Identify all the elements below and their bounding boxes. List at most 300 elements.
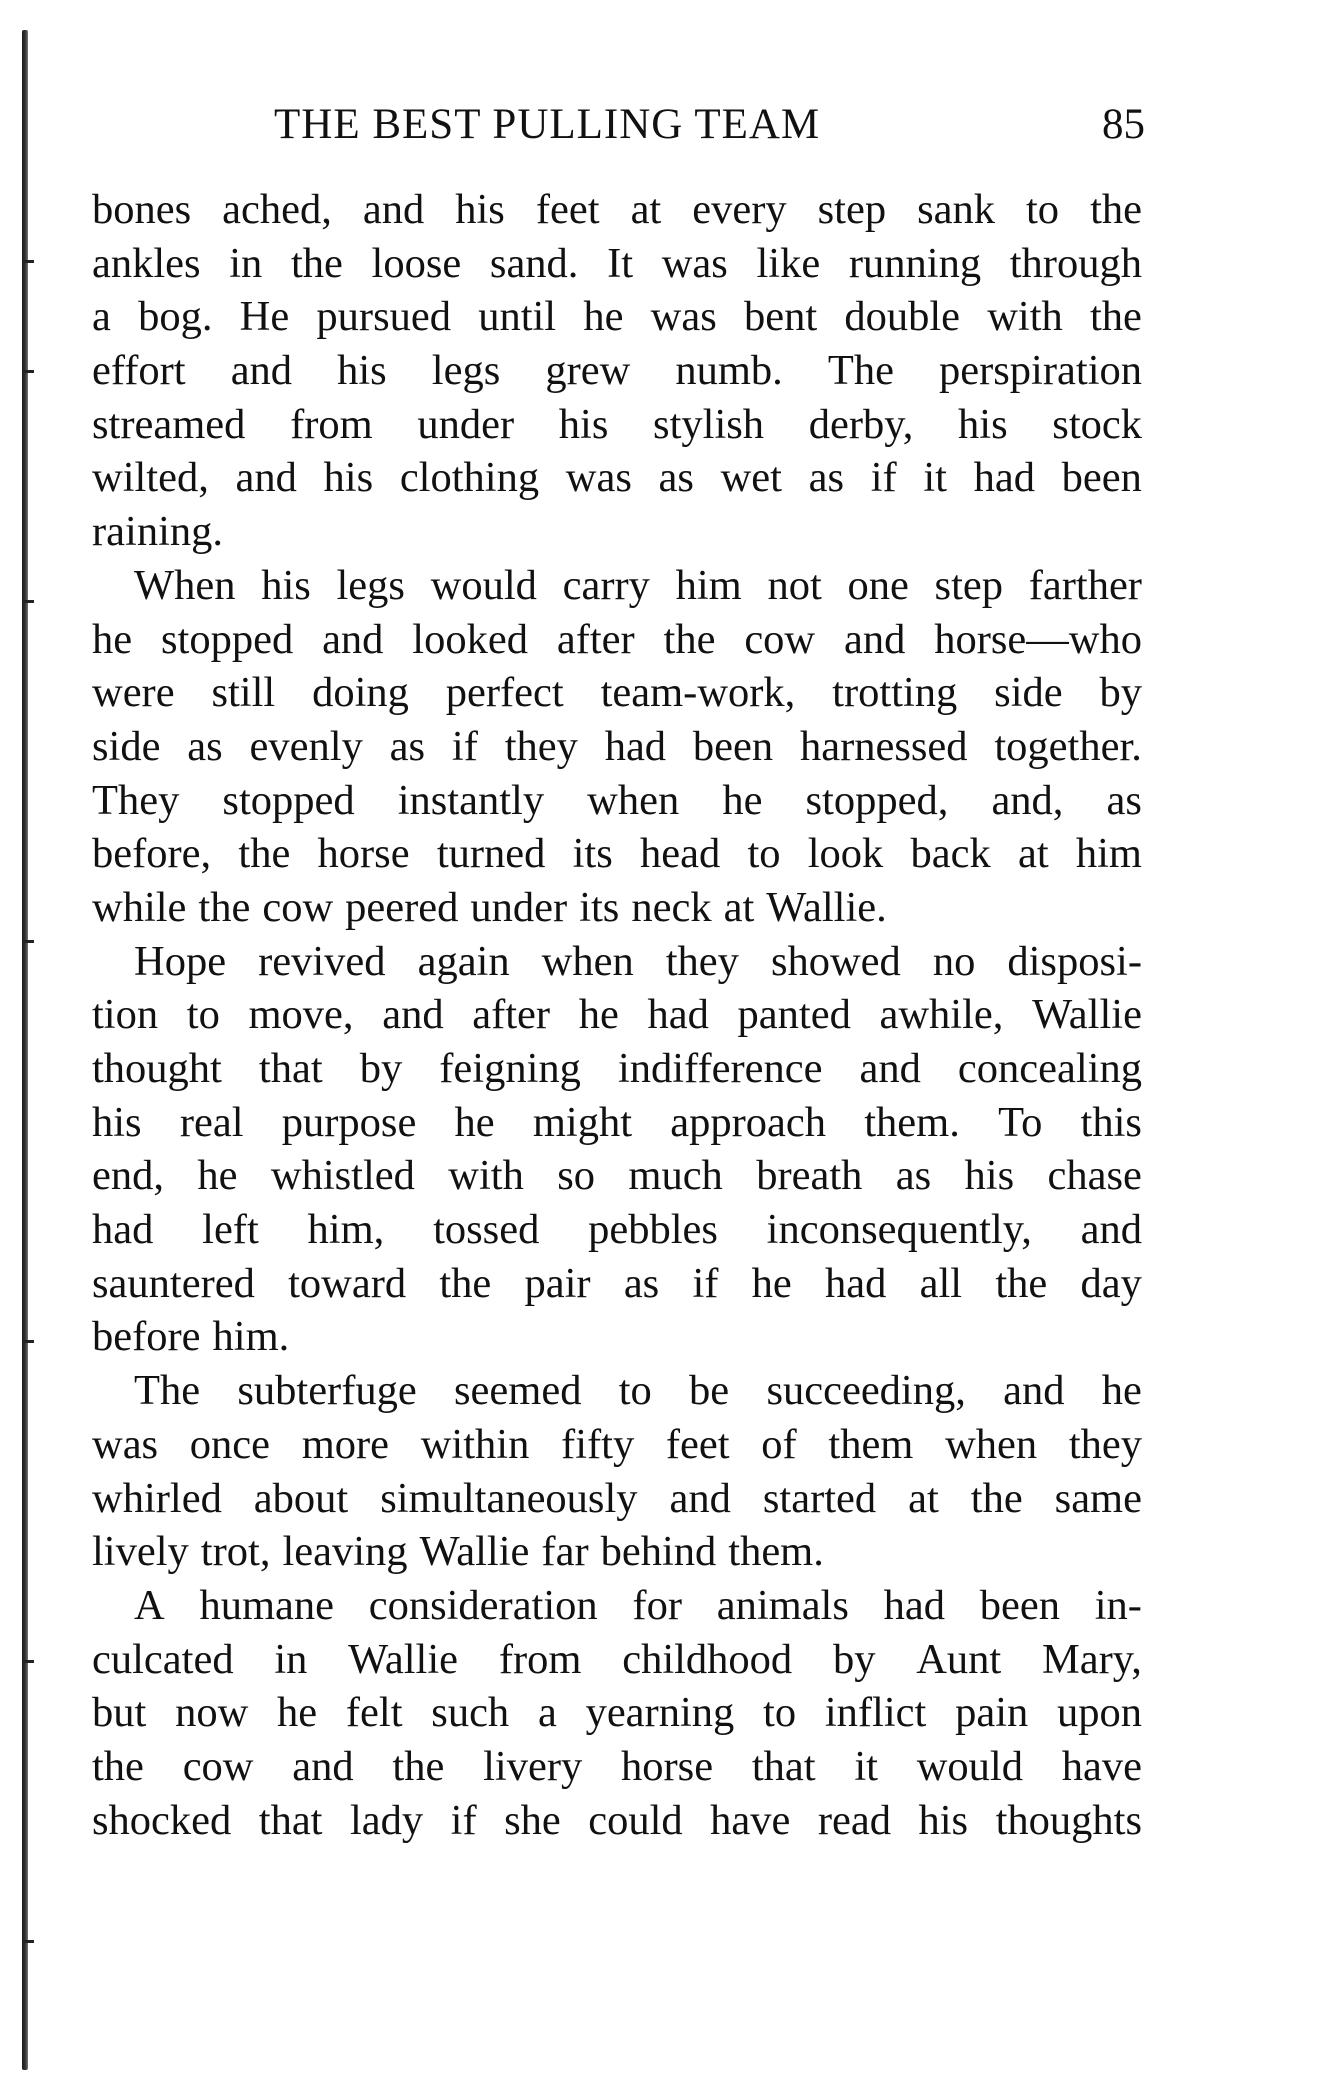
word: them.	[864, 1098, 960, 1146]
word: chase	[1047, 1152, 1142, 1200]
word: at	[723, 883, 755, 931]
word: cow	[182, 1742, 254, 1790]
word: was	[650, 293, 717, 341]
word: started	[762, 1474, 877, 1522]
word: the	[198, 883, 251, 931]
word: felt	[345, 1689, 403, 1737]
text-line	[92, 1042, 1142, 1096]
word: as	[187, 722, 223, 770]
word: with	[448, 1152, 524, 1200]
word: but	[92, 1689, 147, 1737]
word: breath	[756, 1152, 863, 1200]
text-line	[92, 1794, 1142, 1848]
word: could	[588, 1796, 683, 1844]
word: he	[578, 991, 619, 1039]
word: The	[827, 347, 894, 395]
word: same	[1054, 1474, 1142, 1522]
word: after	[556, 615, 635, 663]
word: sand.	[489, 239, 579, 287]
word: perfect	[445, 669, 564, 717]
word: he	[92, 615, 133, 663]
word: day	[1080, 1259, 1142, 1307]
word: it	[854, 1742, 878, 1790]
word: when	[945, 1420, 1038, 1468]
word: his	[261, 561, 311, 609]
word: have	[1061, 1742, 1142, 1790]
word: looked	[412, 615, 528, 663]
word: him	[675, 561, 742, 609]
word: and	[843, 615, 906, 663]
word: derby,	[808, 400, 914, 448]
word: succeeding,	[766, 1367, 966, 1415]
word: awhile,	[879, 991, 1004, 1039]
word: to	[763, 1689, 797, 1737]
word: ached,	[222, 186, 332, 233]
text-line	[92, 881, 1142, 935]
word: trotting	[832, 669, 958, 717]
word: his	[958, 400, 1008, 448]
word: no	[932, 937, 976, 985]
word: much	[628, 1152, 723, 1200]
word: horse—who	[934, 615, 1142, 663]
word: double	[844, 293, 961, 341]
word: childhood	[622, 1635, 793, 1683]
word: shocked	[92, 1796, 232, 1844]
word: was	[92, 1420, 159, 1468]
word: and	[382, 991, 444, 1039]
word: his	[92, 1098, 142, 1146]
word: carry	[562, 561, 650, 609]
word: stopped	[160, 615, 294, 663]
word: When	[134, 561, 236, 609]
word: loose	[371, 239, 462, 287]
word: as	[808, 454, 845, 502]
text-line	[92, 774, 1142, 828]
word: his	[337, 347, 387, 395]
running-title: THE BEST PULLING TEAM	[274, 101, 821, 148]
text-line	[92, 344, 1142, 398]
word: been	[979, 1581, 1060, 1629]
word: ankles	[92, 239, 201, 287]
word: Wallie.	[766, 883, 887, 931]
word: and,	[991, 776, 1064, 824]
word: have	[710, 1796, 791, 1844]
text-line	[92, 1525, 1142, 1579]
word: step	[817, 186, 887, 233]
word: streamed	[92, 400, 246, 448]
word: wilted,	[92, 454, 209, 502]
word: bog.	[138, 293, 213, 341]
word: he	[454, 1098, 495, 1146]
word: wet	[720, 454, 782, 502]
word: horse	[621, 1742, 714, 1790]
word: peered	[345, 883, 459, 931]
word: so	[557, 1152, 596, 1200]
text-line	[92, 1257, 1142, 1311]
word: had	[647, 991, 709, 1039]
word: still	[211, 669, 276, 717]
word: this	[1080, 1098, 1142, 1146]
word: they	[1068, 1420, 1142, 1468]
word: had	[883, 1581, 946, 1629]
word: at	[908, 1474, 939, 1522]
word: pain	[955, 1689, 1029, 1737]
text-line	[92, 1096, 1142, 1150]
word: simultaneously	[380, 1474, 638, 1522]
word: animals	[716, 1581, 849, 1629]
word: It	[607, 239, 634, 287]
word: leaving	[282, 1528, 408, 1576]
word: stock	[1052, 400, 1142, 448]
text-line	[92, 1579, 1142, 1633]
word: tion	[92, 991, 159, 1039]
word: and	[322, 615, 384, 663]
word: had	[604, 722, 667, 770]
word: side	[92, 722, 161, 770]
word: his	[323, 454, 374, 502]
text-line	[92, 559, 1142, 613]
word: seemed	[454, 1367, 582, 1415]
word: far	[541, 1528, 589, 1576]
word: farther	[1028, 561, 1142, 609]
word: to	[747, 830, 781, 878]
word: them.	[728, 1528, 824, 1576]
word: a	[92, 293, 111, 341]
word: them	[828, 1420, 914, 1468]
word: Wallie	[419, 1528, 530, 1576]
word: disposi-	[1007, 937, 1142, 985]
word: under	[470, 883, 568, 931]
word: bent	[743, 293, 818, 341]
word: might	[532, 1098, 633, 1146]
text-line	[92, 183, 1142, 237]
word: Wallie	[1032, 991, 1142, 1039]
word: showed	[770, 937, 901, 985]
binding-mark	[24, 370, 34, 373]
word: his	[455, 186, 505, 233]
word: the	[392, 1742, 445, 1790]
word: were	[92, 669, 175, 717]
binding-mark	[24, 260, 34, 263]
word: the	[970, 1474, 1023, 1522]
word: his	[558, 400, 609, 448]
word: humane	[199, 1581, 334, 1629]
word: turned	[436, 830, 546, 878]
word: him,	[307, 1206, 385, 1254]
word: at	[630, 186, 662, 233]
text-line	[92, 666, 1142, 720]
word: together.	[994, 722, 1142, 770]
text-line	[92, 827, 1142, 881]
word: in	[229, 239, 263, 287]
word: through	[1009, 239, 1142, 287]
word: he	[722, 776, 763, 824]
text-line	[92, 1740, 1142, 1794]
text-line	[92, 613, 1142, 667]
word: fifty	[561, 1420, 635, 1468]
word: with	[987, 293, 1063, 341]
word: from	[290, 400, 373, 448]
word: and	[859, 1045, 921, 1092]
text-line	[92, 1472, 1142, 1526]
word: if	[451, 722, 478, 770]
word: back	[910, 830, 991, 878]
word: and	[1080, 1206, 1142, 1254]
word: A	[134, 1581, 165, 1629]
word: such	[431, 1689, 510, 1737]
word: whirled	[92, 1474, 222, 1522]
word: within	[420, 1420, 530, 1468]
word: He	[239, 293, 290, 341]
word: before,	[92, 830, 212, 878]
word: in-	[1094, 1581, 1142, 1629]
text-line	[92, 1310, 1142, 1364]
word: tossed	[433, 1206, 540, 1254]
word: he	[751, 1259, 792, 1307]
word: purpose	[281, 1098, 417, 1146]
word: thought	[92, 1045, 222, 1092]
word: would	[916, 1742, 1023, 1790]
word: and	[230, 347, 293, 395]
word: that	[751, 1742, 816, 1790]
word: him.	[212, 1313, 290, 1361]
word: they	[504, 722, 578, 770]
word: about	[253, 1474, 349, 1522]
word: revived	[258, 937, 386, 985]
word: the	[439, 1259, 492, 1307]
word: pursued	[316, 293, 451, 341]
word: its	[579, 883, 620, 931]
word: to	[1026, 186, 1060, 233]
word: team-work,	[600, 669, 796, 717]
word: the	[1089, 293, 1142, 341]
word: had	[825, 1259, 887, 1307]
word: again	[417, 937, 510, 985]
word: move,	[248, 991, 354, 1039]
word: stylish	[653, 400, 765, 448]
word: been	[692, 722, 774, 770]
word: cow	[262, 883, 334, 931]
word: when	[541, 937, 634, 985]
word: inconsequently,	[766, 1206, 1032, 1254]
word: been	[1061, 454, 1142, 502]
text-line	[92, 398, 1142, 452]
word: stopped	[222, 776, 355, 824]
word: by	[832, 1635, 876, 1683]
word: head	[639, 830, 721, 878]
page-number: 85	[1102, 101, 1145, 148]
word: bones	[92, 186, 192, 233]
word: as	[895, 1152, 932, 1200]
word: by	[359, 1045, 403, 1092]
text-line	[92, 451, 1142, 505]
word: a	[537, 1689, 557, 1737]
word: instantly	[397, 776, 545, 824]
text-line	[92, 935, 1142, 989]
word: was	[565, 454, 632, 502]
word: step	[934, 561, 1004, 609]
word: look	[807, 830, 884, 878]
word: They	[92, 776, 180, 824]
word: that	[258, 1796, 323, 1844]
word: had	[92, 1206, 154, 1254]
word: read	[817, 1796, 891, 1844]
word: perspiration	[939, 347, 1142, 395]
word: to	[618, 1367, 652, 1415]
word: if	[450, 1796, 477, 1844]
word: he	[197, 1152, 238, 1200]
word: the	[290, 239, 343, 287]
word: evenly	[249, 722, 363, 770]
word: panted	[737, 991, 851, 1039]
word: harnessed	[799, 722, 968, 770]
word: feigning	[439, 1045, 581, 1092]
word: while	[92, 883, 187, 931]
word: would	[430, 561, 537, 609]
word: Aunt	[916, 1635, 1002, 1683]
word: lively	[92, 1528, 189, 1576]
word: and	[292, 1742, 354, 1790]
word: lady	[349, 1796, 424, 1844]
text-line	[92, 1203, 1142, 1257]
word: its	[572, 830, 613, 878]
word: end,	[92, 1152, 164, 1200]
word: stopped,	[805, 776, 949, 824]
word: yearning	[585, 1689, 735, 1737]
word: for	[632, 1581, 682, 1629]
word: upon	[1057, 1689, 1142, 1737]
body-text	[92, 183, 1142, 1847]
word: by	[1099, 669, 1142, 717]
word: doing	[312, 669, 409, 717]
word: legs	[336, 561, 405, 609]
word: he	[277, 1689, 318, 1737]
page-binding-edge	[22, 30, 28, 2070]
word: he	[583, 293, 624, 341]
word: not	[767, 561, 822, 609]
text-line	[92, 290, 1142, 344]
word: side	[994, 669, 1063, 717]
word: Mary,	[1041, 1635, 1142, 1683]
word: as	[1106, 776, 1142, 824]
word: like	[756, 239, 821, 287]
word: consideration	[368, 1581, 598, 1629]
word: cow	[744, 615, 816, 663]
word: real	[179, 1098, 244, 1146]
word: To	[998, 1098, 1043, 1146]
word: from	[498, 1635, 582, 1683]
word: whistled	[270, 1152, 415, 1200]
word: sauntered	[92, 1259, 255, 1307]
word: effort	[92, 347, 186, 395]
word: if	[870, 454, 897, 502]
word: he	[1101, 1367, 1142, 1415]
binding-mark	[24, 940, 34, 943]
word: legs	[431, 347, 501, 395]
word: she	[504, 1796, 561, 1844]
text-line	[92, 1149, 1142, 1203]
word: if	[692, 1259, 719, 1307]
text-line	[92, 1418, 1142, 1472]
word: pebbles	[588, 1206, 718, 1254]
word: and	[669, 1474, 731, 1522]
word: after	[472, 991, 551, 1039]
word: left	[202, 1206, 259, 1254]
word: the	[663, 615, 716, 663]
word: all	[919, 1259, 963, 1307]
word: the	[92, 1742, 144, 1790]
word: grew	[545, 347, 631, 395]
word: feet	[665, 1420, 730, 1468]
word: more	[301, 1420, 390, 1468]
word: until	[478, 293, 557, 341]
word: one	[847, 561, 909, 609]
word: was	[661, 239, 728, 287]
word: thoughts	[995, 1796, 1142, 1844]
text-line	[92, 720, 1142, 774]
word: The	[134, 1367, 201, 1415]
text-line	[92, 1633, 1142, 1687]
word: the	[1090, 186, 1142, 233]
word: to	[186, 991, 220, 1039]
word: his	[918, 1796, 969, 1844]
word: behind	[600, 1528, 717, 1576]
word: inflict	[824, 1689, 927, 1737]
word: be	[689, 1367, 730, 1415]
word: the	[995, 1259, 1048, 1307]
binding-mark	[24, 600, 34, 603]
word: neck	[631, 883, 712, 931]
running-head	[90, 100, 1145, 160]
word: raining.	[92, 508, 224, 556]
word: approach	[670, 1098, 827, 1146]
text-line	[92, 988, 1142, 1042]
word: pair	[524, 1259, 591, 1307]
word: clothing	[399, 454, 540, 502]
word: under	[417, 400, 515, 448]
word: at	[1017, 830, 1049, 878]
word: they	[665, 937, 739, 985]
word: as	[389, 722, 426, 770]
word: toward	[288, 1259, 407, 1307]
word: his	[964, 1152, 1015, 1200]
word: culcated	[92, 1635, 234, 1683]
binding-mark	[24, 1940, 34, 1943]
word: it	[923, 454, 947, 502]
text-line	[92, 1364, 1142, 1418]
word: Hope	[134, 937, 227, 985]
word: and	[1003, 1367, 1065, 1415]
word: him	[1075, 830, 1142, 878]
word: subterfuge	[237, 1367, 417, 1415]
word: sank	[917, 186, 995, 233]
word: the	[238, 830, 291, 878]
word: and	[362, 186, 425, 233]
word: that	[258, 1045, 323, 1092]
word: of	[761, 1420, 797, 1468]
word: running	[848, 239, 982, 287]
word: every	[692, 186, 787, 233]
word: Wallie	[348, 1635, 459, 1683]
text-line	[92, 237, 1142, 291]
word: livery	[483, 1742, 583, 1790]
word: horse	[317, 830, 410, 878]
text-line	[92, 505, 1142, 559]
word: trot,	[200, 1528, 271, 1576]
word: before	[92, 1313, 201, 1361]
word: as	[623, 1259, 660, 1307]
binding-mark	[24, 1340, 34, 1343]
